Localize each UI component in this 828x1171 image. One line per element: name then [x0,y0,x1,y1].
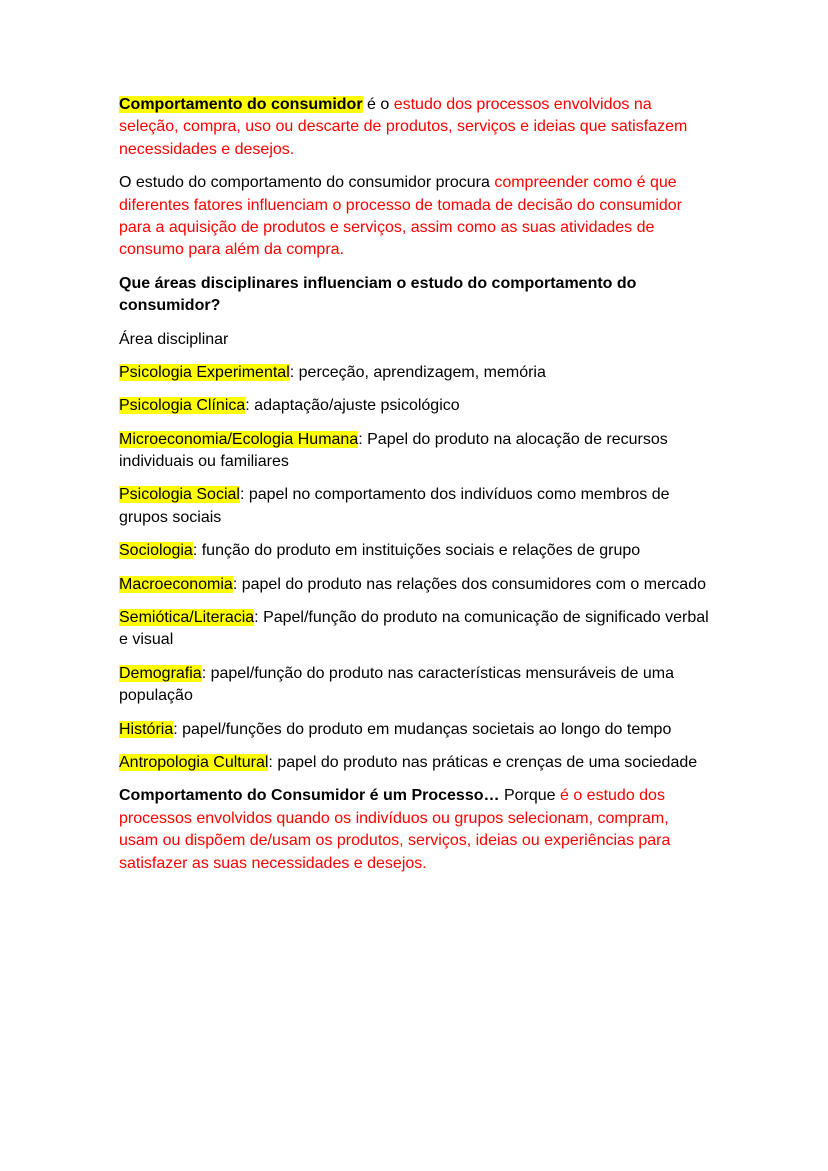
paragraph [119,663,710,708]
text-run: : papel/função do produto nas características mensuráveis de uma população [119,664,674,705]
text-run: : função do produto em instituições sociais e relações de grupo [192,542,641,560]
paragraph [119,172,710,262]
text-run: : Papel do produto na alocação de recursos individuais ou familiares [119,430,668,471]
text-run: : adaptação/ajuste psicológico [245,397,460,415]
text-run: é o [362,96,394,113]
text-run: Porque [503,787,560,805]
highlighted-term: Psicologia Clínica [119,397,246,415]
highlighted-term: Comportamento do consumidor [119,96,363,113]
paragraph [119,94,710,161]
text-run: : papel do produto nas relações dos consumidores com o mercado [232,575,706,593]
text-run: Comportamento do Consumidor é um Processo… [119,787,504,805]
paragraph [119,719,710,741]
text-run: O estudo do comportamento do consumidor procura [119,174,495,192]
paragraph [119,429,710,474]
paragraph [119,395,710,417]
highlighted-term: Microeconomia/Ecologia Humana [119,430,359,448]
paragraph [119,362,710,384]
text-run: : perceção, aprendizagem, memória [289,363,546,381]
highlighted-term: Psicologia Experimental [119,363,290,381]
highlighted-term: Psicologia Social [119,486,240,504]
text-run: Que áreas disciplinares influenciam o estudo do comportamento do consumidor? [119,274,637,315]
paragraph [119,574,710,596]
text-run: : papel do produto nas práticas e crenças de uma sociedade [268,753,698,771]
text-run: estudo dos processos envolvidos na seleção, compra, uso ou descarte de produtos, serviços e ideias que satisfazem necessidades e desejos. [119,96,688,158]
highlighted-term: Sociologia [119,542,193,560]
highlighted-term: Semiótica/Literacia [119,609,255,627]
text-run: Área disciplinar [119,330,229,348]
text-run: é o estudo dos processos envolvidos quando os indivíduos ou grupos selecionam, compram, usam ou dispõem de/usam os produtos, serviços, ideias ou experiências para satisfazer as suas necessidades e desejos. [119,787,671,872]
highlighted-term: Macroeconomia [119,575,233,593]
text-run: : papel no comportamento dos indivíduos como membros de grupos sociais [119,486,670,526]
paragraph [119,540,710,562]
highlighted-term: História [119,720,174,738]
paragraph [119,273,710,318]
paragraph [119,752,710,774]
text-run: compreender como é que diferentes fatores influenciam o processo de tomada de decisão do consumidor para a aquisição de produtos e serviços, assim como as suas atividades de consumo para além da compra. [119,174,682,259]
paragraph [119,785,710,875]
text-run: : papel/funções do produto em mudanças societais ao longo do tempo [173,720,672,738]
highlighted-term: Antropologia Cultural [119,753,269,771]
paragraph [119,607,710,652]
highlighted-term: Demografia [119,664,202,682]
paragraph [119,329,710,351]
document-body [119,94,710,875]
text-run: : Papel/função do produto na comunicação de significado verbal e visual [119,609,709,649]
paragraph [119,484,710,529]
